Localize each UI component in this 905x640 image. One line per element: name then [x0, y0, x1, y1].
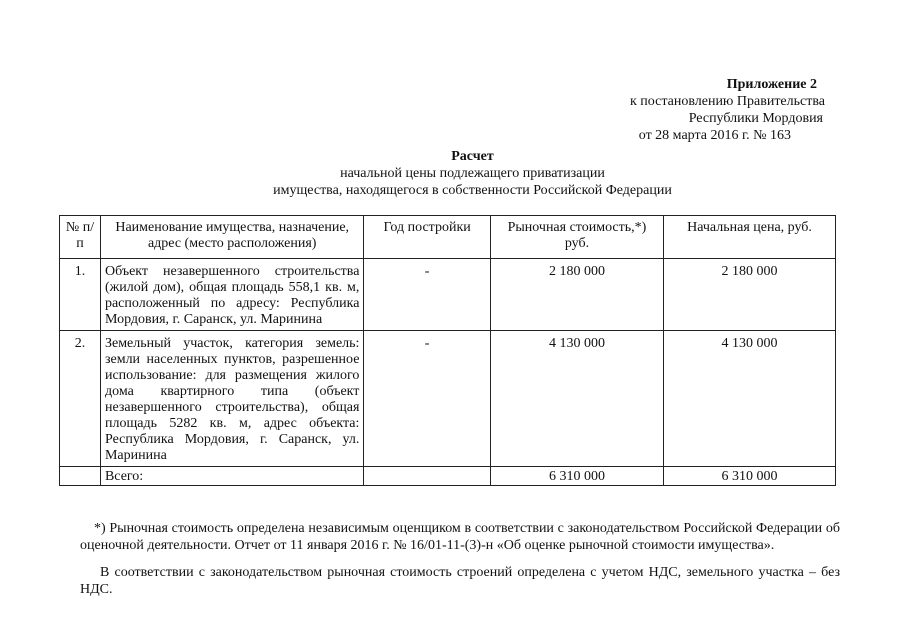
row-year: -: [364, 331, 490, 467]
appendix-label: Приложение 2: [726, 77, 817, 92]
header-num: № п/п: [60, 216, 101, 259]
row-year: -: [364, 259, 490, 331]
appendix-line-3: от 28 марта 2016 г. № 163: [638, 128, 791, 143]
appendix-line-2: Республики Мордовия: [688, 111, 823, 126]
row-start: 4 130 000: [664, 331, 836, 467]
row-num: 2.: [60, 331, 101, 467]
appendix-line-1: к постановлению Правительства: [629, 94, 825, 109]
title-line-2: имущества, находящегося в собственности Российской Федерации: [273, 183, 672, 198]
total-year-cell: [364, 467, 490, 486]
title-heading: Расчет: [451, 149, 494, 164]
header-start: Начальная цена, руб.: [664, 216, 836, 259]
price-table: [59, 215, 836, 486]
row-market: 2 180 000: [490, 259, 663, 331]
header-name: Наименование имущества, назначение, адрес (место расположения): [100, 216, 363, 259]
footnote-vat: В соответствии с законодательством рыночная стоимость строений определена с учетом НДС, земельного участка – без НДС.: [80, 565, 840, 597]
row-name: Земельный участок, категория земель: земли населенных пунктов, разрешенное использование: для размещения жилого дома квартирного типа (объект незавершенного строительства), общая площадь 5282 кв. м, адрес объекта: Республика Мордовия, г. Саранск, ул. Маринина: [100, 331, 363, 467]
title-line-1: начальной цены подлежащего приватизации: [340, 166, 605, 181]
row-name: Объект незавершенного строительства (жилой дом), общая площадь 558,1 кв. м, расположенный по адресу: Республика Мордовия, г. Саранск, ул. Маринина: [100, 259, 363, 331]
row-market: 4 130 000: [490, 331, 663, 467]
footnote-market-value: *) Рыночная стоимость определена независимым оценщиком в соответствии с законодательством Российской Федерации об оценочной деятельности. Отчет от 11 января 2016 г. № 16/01-11-(3)-н «Об оценке рыночной стоимости имущества».: [80, 521, 840, 553]
total-label: Всего:: [100, 467, 363, 486]
row-start: 2 180 000: [664, 259, 836, 331]
table-row: [60, 331, 836, 467]
footnotes: [80, 520, 840, 598]
appendix-header: [630, 76, 825, 144]
total-start: 6 310 000: [664, 467, 836, 486]
header-year: Год постройки: [364, 216, 490, 259]
table-header-row: [60, 216, 836, 259]
document-title: [0, 148, 905, 199]
total-empty-cell: [60, 467, 101, 486]
table-row: [60, 259, 836, 331]
header-market: Рыночная стоимость,*) руб.: [490, 216, 663, 259]
total-market: 6 310 000: [490, 467, 663, 486]
table-total-row: [60, 467, 836, 486]
row-num: 1.: [60, 259, 101, 331]
